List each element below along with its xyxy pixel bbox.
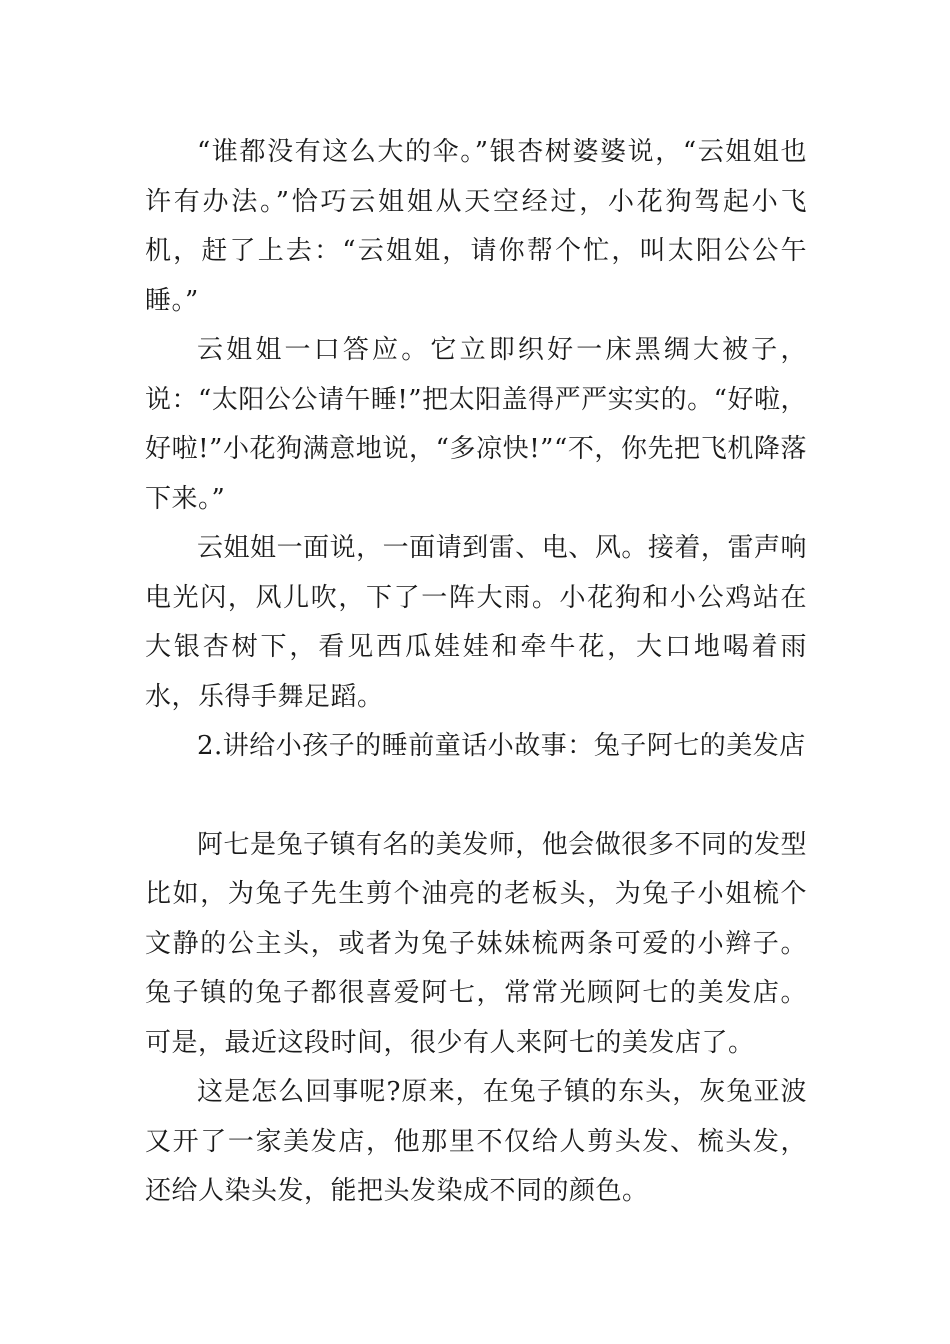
paragraph: 这是怎么回事呢?原来，在兔子镇的东头，灰兔亚波又开了一家美发店，他那里不仅给人剪头发、梳头发，还给人染头发，能把头发染成不同的颜色。 [145,1077,807,1206]
paragraph: “谁都没有这么大的伞。”银杏树婆婆说，“云姐姐也许有办法。”恰巧云姐姐从天空经过，小花狗驾起小飞机，赶了上去：“云姐姐，请你帮个忙，叫太阳公公午睡。” [145,137,807,316]
paragraph: 云姐姐一口答应。它立即织好一床黑绸大被子，说：“太阳公公请午睡!”把太阳盖得严严实实的。“好啦，好啦!”小花狗满意地说，“多凉快!”“不，你先把飞机降落下来。” [145,335,807,514]
paragraph: 阿七是兔子镇有名的美发师，他会做很多不同的发型比如，为兔子先生剪个油亮的老板头，为兔子小姐梳个文静的公主头，或者为兔子妹妹梳两条可爱的小辫子。兔子镇的兔子都很喜爱阿七，常常光顾阿七的美发店。可是，最近这段时间，很少有人来阿七的美发店了。 [145,829,807,1058]
document-body [145,128,807,1217]
blank-line [145,772,807,821]
section-heading: 2.讲给小孩子的睡前童话小故事：兔子阿七的美发店 [197,731,806,761]
paragraph: 云姐姐一面说，一面请到雷、电、风。接着，雷声响电光闪，风儿吹，下了一阵大雨。小花狗和小公鸡站在大银杏树下，看见西瓜娃娃和牵牛花，大口地喝着雨水，乐得手舞足蹈。 [145,533,807,712]
